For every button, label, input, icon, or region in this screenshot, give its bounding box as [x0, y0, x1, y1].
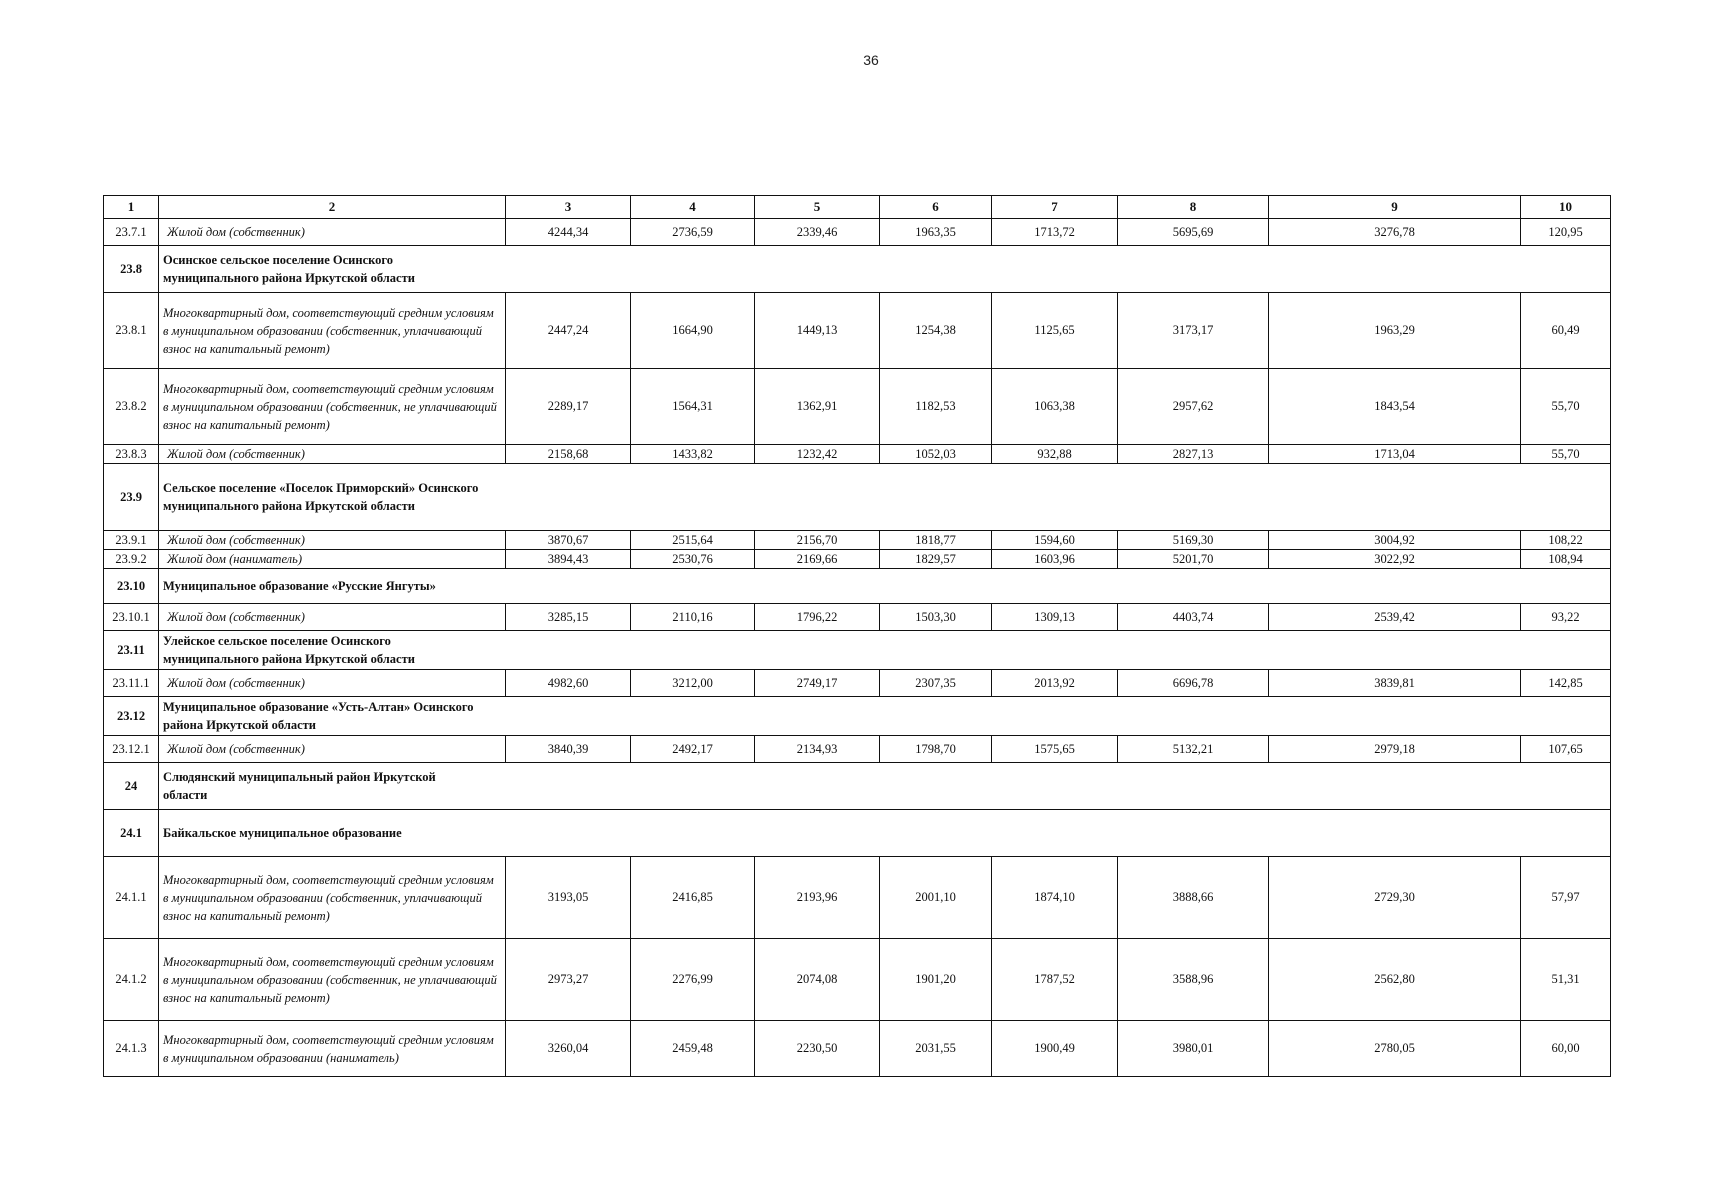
value-cell: 3285,15	[506, 604, 631, 631]
value-cell: 1603,96	[992, 550, 1118, 569]
section-code: 23.10	[104, 569, 159, 604]
value-cell: 93,22	[1521, 604, 1611, 631]
value-cell: 2780,05	[1269, 1021, 1521, 1077]
value-cell: 60,00	[1521, 1021, 1611, 1077]
value-cell: 2827,13	[1118, 445, 1269, 464]
value-cell: 1182,53	[880, 369, 992, 445]
value-cell: 3894,43	[506, 550, 631, 569]
value-cell: 3839,81	[1269, 670, 1521, 697]
row-code: 23.11.1	[104, 670, 159, 697]
value-cell: 108,22	[1521, 531, 1611, 550]
row-code: 24.1.2	[104, 939, 159, 1021]
row-name: Жилой дом (собственник)	[159, 604, 506, 631]
value-cell: 1798,70	[880, 736, 992, 763]
table-row	[104, 550, 1611, 569]
value-cell: 2492,17	[631, 736, 755, 763]
row-name: Жилой дом (собственник)	[159, 736, 506, 763]
table-row	[104, 369, 1611, 445]
value-cell: 5201,70	[1118, 550, 1269, 569]
value-cell: 2539,42	[1269, 604, 1521, 631]
value-cell: 4403,74	[1118, 604, 1269, 631]
value-cell: 1362,91	[755, 369, 880, 445]
column-header: 7	[992, 196, 1118, 219]
section-code: 24.1	[104, 810, 159, 857]
value-cell: 2562,80	[1269, 939, 1521, 1021]
column-header: 3	[506, 196, 631, 219]
value-cell: 2736,59	[631, 219, 755, 246]
value-cell: 5132,21	[1118, 736, 1269, 763]
row-code: 24.1.1	[104, 857, 159, 939]
value-cell: 1594,60	[992, 531, 1118, 550]
value-cell: 1963,35	[880, 219, 992, 246]
section-row	[104, 464, 1611, 531]
column-header: 5	[755, 196, 880, 219]
value-cell: 2276,99	[631, 939, 755, 1021]
section-code: 23.11	[104, 631, 159, 670]
row-name: Многоквартирный дом, соответствующий средним условиям в муниципальном образовании (собственник, не уплачивающий взнос на капитальный ремонт)	[159, 939, 506, 1021]
row-code: 23.9.1	[104, 531, 159, 550]
value-cell: 5695,69	[1118, 219, 1269, 246]
value-cell: 1449,13	[755, 293, 880, 369]
column-header: 6	[880, 196, 992, 219]
value-cell: 1309,13	[992, 604, 1118, 631]
value-cell: 3276,78	[1269, 219, 1521, 246]
value-cell: 2031,55	[880, 1021, 992, 1077]
table-row	[104, 531, 1611, 550]
value-cell: 1254,38	[880, 293, 992, 369]
table-row	[104, 445, 1611, 464]
section-code: 23.8	[104, 246, 159, 293]
section-row	[104, 631, 1611, 670]
value-cell: 3870,67	[506, 531, 631, 550]
row-name: Жилой дом (наниматель)	[159, 550, 506, 569]
column-header: 8	[1118, 196, 1269, 219]
table-row	[104, 1021, 1611, 1077]
value-cell: 107,65	[1521, 736, 1611, 763]
value-cell: 55,70	[1521, 369, 1611, 445]
value-cell: 3840,39	[506, 736, 631, 763]
section-code: 23.12	[104, 697, 159, 736]
value-cell: 120,95	[1521, 219, 1611, 246]
value-cell: 3004,92	[1269, 531, 1521, 550]
value-cell: 1787,52	[992, 939, 1118, 1021]
value-cell: 3588,96	[1118, 939, 1269, 1021]
value-cell: 51,31	[1521, 939, 1611, 1021]
row-code: 23.12.1	[104, 736, 159, 763]
row-name: Жилой дом (собственник)	[159, 445, 506, 464]
value-cell: 2289,17	[506, 369, 631, 445]
section-title: Улейское сельское поселение Осинского муниципального района Иркутской области	[159, 631, 1611, 670]
table-row	[104, 293, 1611, 369]
row-code: 23.8.2	[104, 369, 159, 445]
value-cell: 1232,42	[755, 445, 880, 464]
table-row	[104, 219, 1611, 246]
tariff-table	[103, 195, 1611, 1077]
value-cell: 2973,27	[506, 939, 631, 1021]
section-code: 24	[104, 763, 159, 810]
value-cell: 3022,92	[1269, 550, 1521, 569]
column-header: 4	[631, 196, 755, 219]
value-cell: 5169,30	[1118, 531, 1269, 550]
value-cell: 6696,78	[1118, 670, 1269, 697]
row-code: 23.8.3	[104, 445, 159, 464]
column-header: 1	[104, 196, 159, 219]
value-cell: 2339,46	[755, 219, 880, 246]
value-cell: 1900,49	[992, 1021, 1118, 1077]
section-title: Слюдянский муниципальный район Иркутской области	[159, 763, 1611, 810]
row-name: Многоквартирный дом, соответствующий средним условиям в муниципальном образовании (собственник, уплачивающий взнос на капитальный ремонт)	[159, 293, 506, 369]
section-title: Байкальское муниципальное образование	[159, 810, 1611, 857]
table-row	[104, 670, 1611, 697]
value-cell: 2156,70	[755, 531, 880, 550]
value-cell: 3193,05	[506, 857, 631, 939]
row-code: 23.10.1	[104, 604, 159, 631]
table-row	[104, 736, 1611, 763]
row-code: 24.1.3	[104, 1021, 159, 1077]
value-cell: 3260,04	[506, 1021, 631, 1077]
section-title: Муниципальное образование «Русские Янгуты»	[159, 569, 1611, 604]
value-cell: 1052,03	[880, 445, 992, 464]
section-row	[104, 697, 1611, 736]
row-code: 23.9.2	[104, 550, 159, 569]
value-cell: 3212,00	[631, 670, 755, 697]
value-cell: 1433,82	[631, 445, 755, 464]
value-cell: 1664,90	[631, 293, 755, 369]
row-name: Жилой дом (собственник)	[159, 531, 506, 550]
column-header: 9	[1269, 196, 1521, 219]
value-cell: 2169,66	[755, 550, 880, 569]
value-cell: 2307,35	[880, 670, 992, 697]
section-title: Муниципальное образование «Усть-Алтан» Осинского района Иркутской области	[159, 697, 1611, 736]
value-cell: 1874,10	[992, 857, 1118, 939]
value-cell: 1829,57	[880, 550, 992, 569]
section-row	[104, 810, 1611, 857]
section-title: Сельское поселение «Поселок Приморский» Осинского муниципального района Иркутской области	[159, 464, 1611, 531]
table-row	[104, 604, 1611, 631]
value-cell: 2416,85	[631, 857, 755, 939]
value-cell: 1575,65	[992, 736, 1118, 763]
column-header: 2	[159, 196, 506, 219]
value-cell: 60,49	[1521, 293, 1611, 369]
value-cell: 1818,77	[880, 531, 992, 550]
column-header: 10	[1521, 196, 1611, 219]
value-cell: 2230,50	[755, 1021, 880, 1077]
value-cell: 2957,62	[1118, 369, 1269, 445]
row-name: Многоквартирный дом, соответствующий средним условиям в муниципальном образовании (наниматель)	[159, 1021, 506, 1077]
value-cell: 2193,96	[755, 857, 880, 939]
value-cell: 3980,01	[1118, 1021, 1269, 1077]
row-code: 23.7.1	[104, 219, 159, 246]
section-row	[104, 569, 1611, 604]
value-cell: 2979,18	[1269, 736, 1521, 763]
row-name: Многоквартирный дом, соответствующий средним условиям в муниципальном образовании (собственник, уплачивающий взнос на капитальный ремонт)	[159, 857, 506, 939]
value-cell: 1063,38	[992, 369, 1118, 445]
value-cell: 1713,72	[992, 219, 1118, 246]
value-cell: 2749,17	[755, 670, 880, 697]
value-cell: 1963,29	[1269, 293, 1521, 369]
value-cell: 2459,48	[631, 1021, 755, 1077]
value-cell: 2001,10	[880, 857, 992, 939]
value-cell: 2530,76	[631, 550, 755, 569]
value-cell: 2515,64	[631, 531, 755, 550]
value-cell: 2013,92	[992, 670, 1118, 697]
table-row	[104, 939, 1611, 1021]
value-cell: 3888,66	[1118, 857, 1269, 939]
row-code: 23.8.1	[104, 293, 159, 369]
value-cell: 2110,16	[631, 604, 755, 631]
value-cell: 2074,08	[755, 939, 880, 1021]
header-row	[104, 196, 1611, 219]
value-cell: 1125,65	[992, 293, 1118, 369]
value-cell: 3173,17	[1118, 293, 1269, 369]
value-cell: 57,97	[1521, 857, 1611, 939]
value-cell: 55,70	[1521, 445, 1611, 464]
page-number: 36	[863, 52, 879, 68]
value-cell: 1843,54	[1269, 369, 1521, 445]
value-cell: 2447,24	[506, 293, 631, 369]
value-cell: 2729,30	[1269, 857, 1521, 939]
row-name: Жилой дом (собственник)	[159, 219, 506, 246]
row-name: Жилой дом (собственник)	[159, 670, 506, 697]
section-row	[104, 246, 1611, 293]
section-code: 23.9	[104, 464, 159, 531]
value-cell: 1713,04	[1269, 445, 1521, 464]
table-row	[104, 857, 1611, 939]
section-title: Осинское сельское поселение Осинского муниципального района Иркутской области	[159, 246, 1611, 293]
value-cell: 1901,20	[880, 939, 992, 1021]
value-cell: 142,85	[1521, 670, 1611, 697]
value-cell: 1503,30	[880, 604, 992, 631]
value-cell: 4244,34	[506, 219, 631, 246]
value-cell: 2158,68	[506, 445, 631, 464]
value-cell: 108,94	[1521, 550, 1611, 569]
value-cell: 2134,93	[755, 736, 880, 763]
row-name: Многоквартирный дом, соответствующий средним условиям в муниципальном образовании (собственник, не уплачивающий взнос на капитальный ремонт)	[159, 369, 506, 445]
section-row	[104, 763, 1611, 810]
value-cell: 1796,22	[755, 604, 880, 631]
value-cell: 1564,31	[631, 369, 755, 445]
value-cell: 4982,60	[506, 670, 631, 697]
value-cell: 932,88	[992, 445, 1118, 464]
